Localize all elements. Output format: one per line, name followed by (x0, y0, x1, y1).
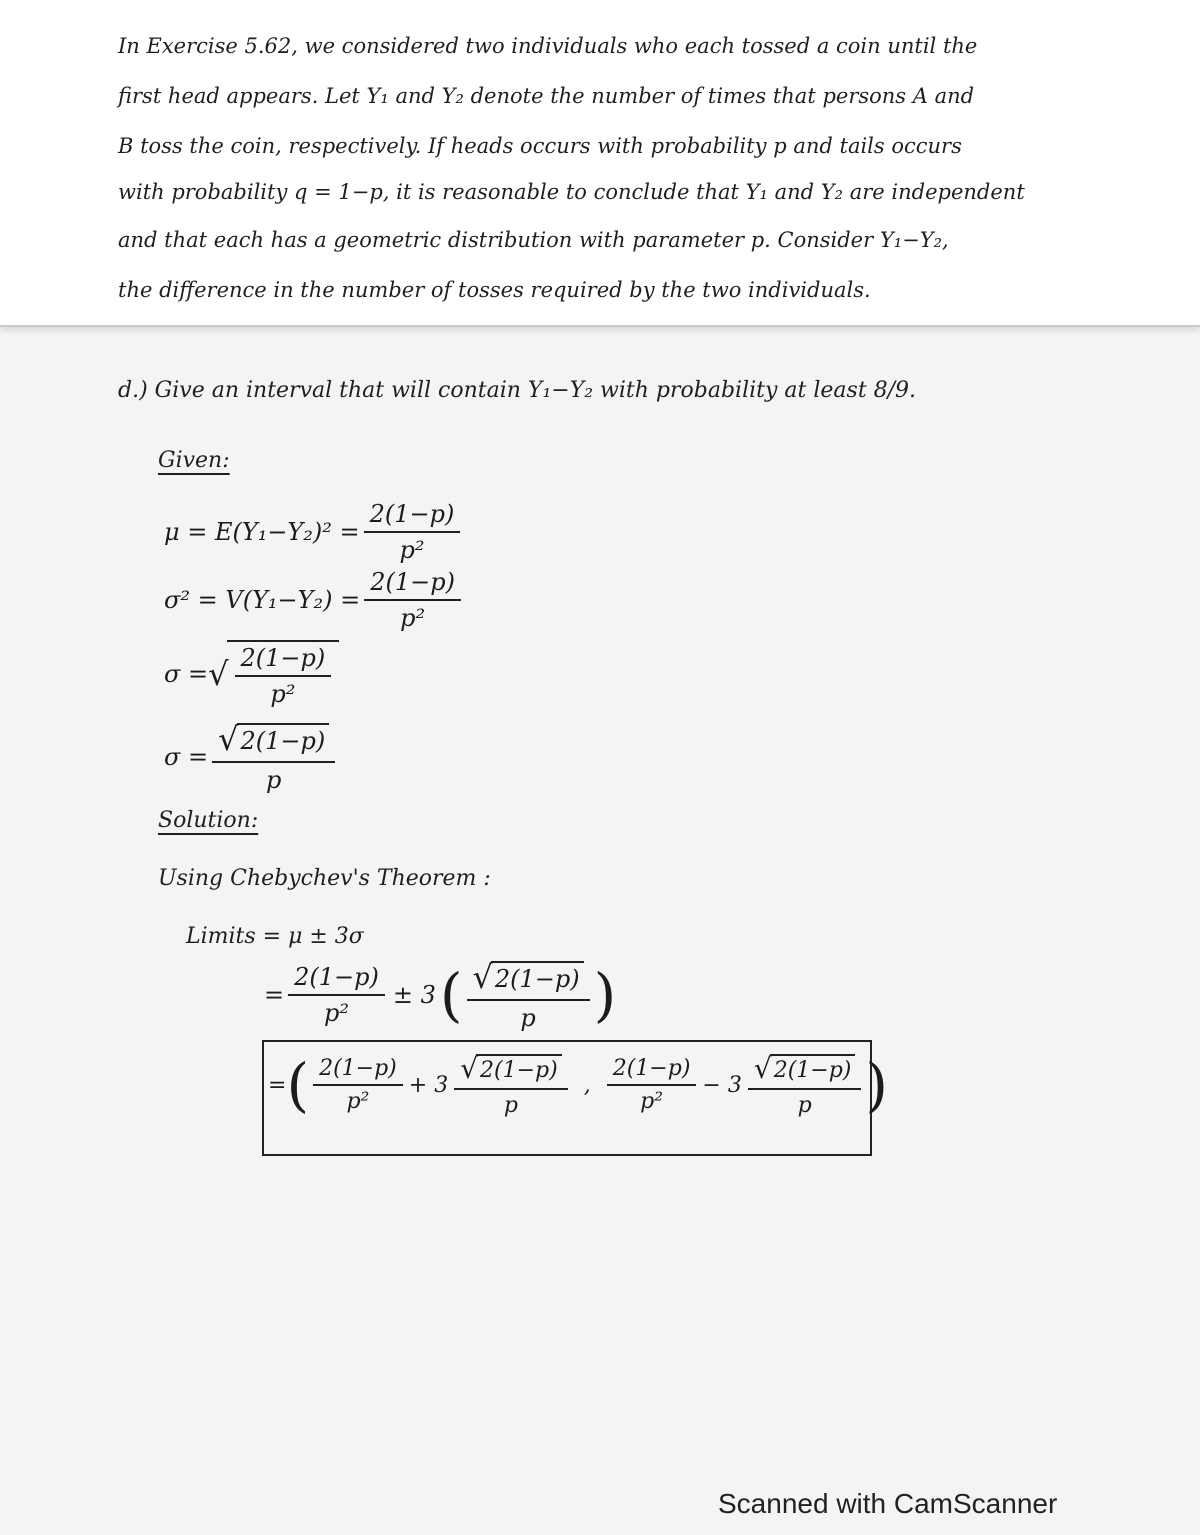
mean-denominator: p² (399, 536, 425, 564)
intro-line-1: In Exercise 5.62, we considered two individuals who each tossed a coin until the (118, 34, 978, 58)
final-comma: , (583, 1072, 591, 1098)
final-d-numerator-wrap (748, 1052, 862, 1090)
variance-denominator: p² (400, 604, 426, 632)
sigma-1-numerator: 2(1−p) (235, 644, 332, 677)
final-b-numerator-wrap (454, 1052, 568, 1090)
final-lower-term-1 (313, 1056, 403, 1114)
final-equals: = (268, 1072, 287, 1098)
step-1-sqrt (473, 958, 584, 996)
mean-fraction (364, 500, 461, 564)
final-lower-term-3 (607, 1056, 697, 1114)
final-lower-term-4 (748, 1052, 862, 1118)
step-1-equals: = (264, 981, 285, 1009)
given-heading: Given: (158, 448, 230, 473)
step-1-fraction (288, 963, 385, 1027)
intro-line-3: B toss the coin, respectively. If heads occurs with probability p and tails occurs (118, 134, 962, 158)
sigma-1-lhs: σ = (164, 660, 209, 688)
final-minus-three: − 3 (702, 1072, 742, 1098)
final-plus-three: + 3 (408, 1072, 449, 1098)
final-upper-term-2 (454, 1052, 568, 1118)
final-a-denominator: p² (346, 1089, 370, 1114)
final-b-denominator: p (503, 1093, 519, 1118)
final-c-denominator: p² (640, 1089, 664, 1114)
step-1-plus-minus: ± 3 (392, 981, 436, 1009)
sigma-1-denominator: p² (270, 680, 296, 708)
sigma-2-lhs: σ = (164, 743, 209, 771)
sigma-2-sqrt (218, 720, 329, 758)
final-d-sqrt (754, 1052, 856, 1085)
radical-sign-icon: √ (208, 655, 229, 693)
sigma-1-sqrt (208, 640, 339, 708)
step-1-sigma-numerator-wrap (467, 958, 590, 1001)
intro-line-5: and that each has a geometric distribution with parameter p. Consider Y₁−Y₂, (118, 228, 949, 252)
sigma-2-denominator: p (266, 766, 282, 794)
solution-heading: Solution: (158, 808, 259, 833)
limits-step-1 (264, 958, 616, 1032)
final-b-numerator: 2(1−p) (476, 1054, 562, 1083)
sigma-2-fraction (212, 720, 335, 794)
sigma-1-fraction (235, 644, 332, 708)
left-paren-icon: ( (286, 1051, 310, 1119)
sigma-2-numerator: 2(1−p) (237, 723, 330, 755)
right-paren-icon: ) (593, 961, 617, 1029)
mean-equation (164, 500, 464, 564)
method-line: Using Chebychev's Theorem : (158, 866, 491, 891)
variance-equation (164, 568, 465, 632)
question-text: d.) Give an interval that will contain Y₁−Y₂ with probability at least 8/9. (118, 378, 917, 403)
radical-sign-icon: √ (472, 958, 493, 996)
radical-sign-icon: √ (218, 720, 239, 758)
step-1-sqrt-numerator: 2(1−p) (491, 961, 584, 993)
sigma-equation-2 (164, 720, 339, 794)
variance-numerator: 2(1−p) (364, 568, 461, 601)
step-1-denominator: p² (323, 999, 349, 1027)
final-d-denominator: p (797, 1093, 812, 1118)
sigma-equation-1 (164, 640, 339, 708)
intro-line-2: first head appears. Let Y₁ and Y₂ denote the number of times that persons A and (118, 84, 975, 108)
limits-formula: Limits = μ ± 3σ (186, 924, 364, 949)
problem-statement-sheet (0, 0, 1200, 327)
intro-line-4: with probability q = 1−p, it is reasonable to conclude that Y₁ and Y₂ are independent (118, 180, 1025, 204)
mean-numerator: 2(1−p) (364, 500, 461, 533)
scanner-watermark: Scanned with CamScanner (718, 1488, 1058, 1519)
step-1-sigma-fraction (467, 958, 590, 1032)
left-paren-icon: ( (439, 961, 463, 1029)
final-c-numerator: 2(1−p) (607, 1056, 697, 1086)
step-1-numerator: 2(1−p) (288, 963, 385, 996)
final-d-numerator: 2(1−p) (770, 1054, 856, 1083)
radical-sign-icon: √ (753, 1052, 772, 1085)
variance-lhs: σ² = V(Y₁−Y₂) = (164, 586, 361, 614)
variance-fraction (364, 568, 461, 632)
right-paren-icon: ) (865, 1051, 889, 1119)
final-b-sqrt (460, 1052, 562, 1085)
step-1-sqrt-denominator: p (520, 1004, 536, 1032)
radical-sign-icon: √ (460, 1052, 479, 1085)
intro-line-6: the difference in the number of tosses required by the two individuals. (118, 278, 871, 302)
sigma-2-numerator-wrap (212, 720, 335, 763)
mean-lhs: μ = E(Y₁−Y₂)² = (164, 518, 360, 546)
final-interval (268, 1052, 888, 1118)
final-a-numerator: 2(1−p) (313, 1056, 403, 1086)
